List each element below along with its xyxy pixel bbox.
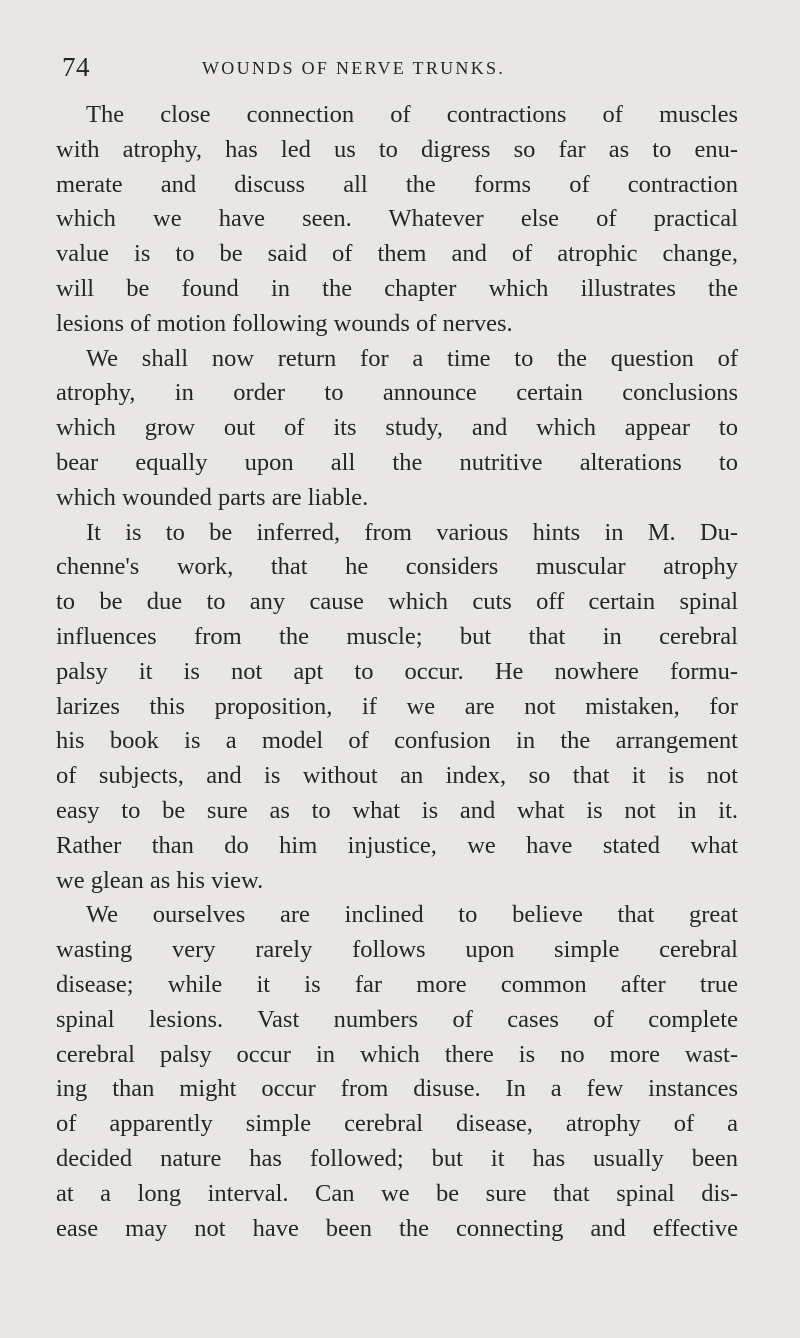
running-title: WOUNDS OF NERVE TRUNKS. <box>202 58 506 78</box>
text-line: disease; while it is far more common after true <box>56 970 738 998</box>
text-line: chenne's work, that he considers muscular atrophy <box>56 553 738 581</box>
text-line: wasting very rarely follows upon simple cerebral <box>56 936 738 964</box>
text-line: which we have seen. Whatever else of practical <box>56 205 738 233</box>
text-line: larizes this proposition, if we are not mistaken, for <box>56 692 738 720</box>
text-line: ing than might occur from disuse. In a few instances <box>56 1075 738 1103</box>
text-line: which grow out of its study, and which appear to <box>56 414 738 442</box>
text-line: easy to be sure as to what is and what is not in it. <box>56 796 738 824</box>
text-line: cerebral palsy occur in which there is no more wast- <box>56 1040 738 1068</box>
text-line: palsy it is not apt to occur. He nowhere formu- <box>56 657 738 685</box>
text-line: at a long interval. Can we be sure that spinal dis- <box>56 1179 738 1207</box>
text-line: ease may not have been the connecting and effective <box>56 1214 738 1242</box>
text-line: bear equally upon all the nutritive alterations to <box>56 448 738 476</box>
text-line: influences from the muscle; but that in cerebral <box>56 622 738 650</box>
text-line: decided nature has followed; but it has usually been <box>56 1144 738 1172</box>
text-line: We ourselves are inclined to believe that great <box>86 901 738 929</box>
text-line: of apparently simple cerebral disease, atrophy of a <box>56 1110 738 1138</box>
text-line: lesions of motion following wounds of nerves. <box>56 309 513 337</box>
page-number: 74 <box>62 52 90 82</box>
text-line: we glean as his view. <box>56 866 264 894</box>
text-line: to be due to any cause which cuts off certain spinal <box>56 588 738 616</box>
text-line: merate and discuss all the forms of contraction <box>56 170 738 198</box>
text-line: of subjects, and is without an index, so that it is not <box>56 762 738 790</box>
text-line: his book is a model of confusion in the arrangement <box>56 727 738 755</box>
text-line: It is to be inferred, from various hints in M. Du- <box>86 518 738 546</box>
text-line: The close connection of contractions of muscles <box>86 101 738 128</box>
text-line: with atrophy, has led us to digress so far as to enu- <box>56 135 738 163</box>
body-text <box>56 98 738 1246</box>
text-line: We shall now return for a time to the question of <box>86 344 738 372</box>
text-line: atrophy, in order to announce certain conclusions <box>56 379 738 407</box>
text-line: Rather than do him injustice, we have stated what <box>56 831 738 859</box>
text-line: which wounded parts are liable. <box>56 483 369 511</box>
text-line: spinal lesions. Vast numbers of cases of complete <box>56 1005 738 1033</box>
text-line: value is to be said of them and of atrophic change, <box>56 240 738 268</box>
text-line: will be found in the chapter which illustrates the <box>56 274 738 302</box>
running-head <box>62 52 742 82</box>
